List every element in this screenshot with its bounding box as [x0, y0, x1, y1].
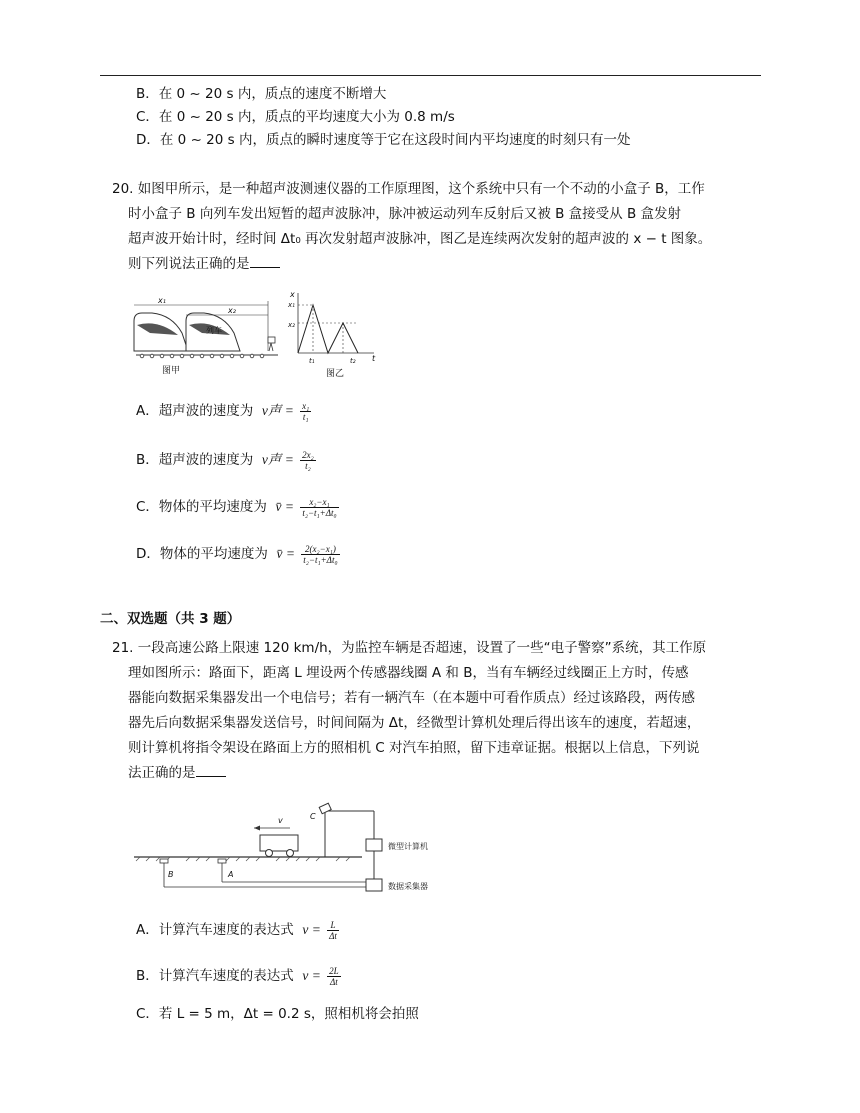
axis-t-label: t	[372, 354, 376, 363]
q20-figure	[128, 285, 378, 380]
q20-option-d[interactable]: D．物体的平均速度为 v̄ = $\frac{\text{2(x₂−x₁)}}{\text{t₂−t₁+Δt₀}}$	[136, 543, 338, 565]
q21-stem-line5: 则计算机将指令架设在路面上方的照相机 C 对汽车拍照，留下违章证据。根据以上信息，下列说	[128, 740, 700, 756]
answer-blank[interactable]	[250, 255, 280, 268]
q21-option-c[interactable]: C．若 L = 5 m，Δt = 0.2 s，照相机将会拍照	[136, 1006, 419, 1022]
q21-stem-line4: 器先后向数据采集器发送信号，时间间隔为 Δt，经微型计算机处理后得出该车的速度，若超速，	[128, 715, 701, 731]
q21-option-b[interactable]: B．计算汽车速度的表达式 v = $\frac{2L}{\Delta t}$	[136, 965, 339, 987]
q20-option-a[interactable]: A．超声波的速度为 v声 = $\frac{\text{x₁}}{\text{t₁}}$	[136, 400, 310, 422]
q20-stem-line2: 时小盒子 B 向列车发出短暂的超声波脉冲，脉冲被运动列车反射后又被 B 盒接受从 B 盒发射	[128, 206, 682, 222]
q20-stem-line1: 20. 如图甲所示，是一种超声波测速仪器的工作原理图，这个系统中只有一个不动的小盒子 B，工作	[112, 181, 705, 197]
q20-option-c[interactable]: C．物体的平均速度为 v̄ = $\frac{\text{x₂−x₁}}{\text{t₂−t₁+Δt₀}}$	[136, 496, 337, 518]
q21-stem-line6: 法正确的是	[128, 761, 226, 781]
q19-option-b[interactable]: B．在 0 ~ 20 s 内，质点的速度不断增大	[136, 86, 387, 102]
q19-option-c[interactable]: C．在 0 ~ 20 s 内，质点的平均速度大小为 0.8 m/s	[136, 109, 455, 125]
sensor-b-label: B	[168, 870, 174, 879]
computer-label: 微型计算机	[388, 842, 428, 851]
q20-option-b[interactable]: B．超声波的速度为 v声 = $\frac{\text{2x₂}}{\text{t₂}}$	[136, 449, 314, 471]
q21-option-a[interactable]: A．计算汽车速度的表达式 v = $\frac{L}{\Delta t}$	[136, 919, 337, 941]
tick-t2: t₂	[350, 357, 356, 365]
q21-stem-line1: 21. 一段高速公路上限速 120 km/h，为监控车辆是否超速，设置了一些“电子警察”系统，其工作原	[112, 640, 707, 656]
x1-label: x₁	[158, 296, 166, 305]
q20-figure-b	[287, 290, 376, 379]
answer-blank[interactable]	[196, 764, 226, 777]
fig-a-caption: 图甲	[162, 366, 181, 376]
section-heading: 二、双选题（共 3 题）	[100, 611, 241, 627]
camera-label: C	[310, 812, 316, 821]
q21-stem-line2: 理如图所示：路面下，距离 L 埋设两个传感器线圈 A 和 B，当有车辆经过线圈正上方时，传感	[128, 665, 689, 681]
q20-figure-a	[134, 296, 278, 376]
q21-stem-line3: 器能向数据采集器发出一个电信号；若有一辆汽车（在本题中可看作质点）经过该路段，两传感	[128, 690, 695, 706]
q19-option-d[interactable]: D．在 0 ~ 20 s 内，质点的瞬时速度等于它在这段时间内平均速度的时刻只有一处	[136, 132, 631, 148]
fig-b-caption: 图乙	[326, 369, 345, 379]
q20-stem-line4: 则下列说法正确的是	[128, 252, 280, 272]
sensor-a-label: A	[228, 870, 234, 879]
velocity-label: v	[278, 816, 283, 825]
train-label: 列车	[206, 326, 222, 335]
collector-label: 数据采集器	[388, 882, 428, 891]
tick-t1: t₁	[309, 357, 315, 365]
q21-figure	[130, 795, 450, 895]
tick-x1: x₁	[288, 301, 295, 309]
tick-x2: x₂	[288, 321, 295, 329]
header-rule	[100, 75, 761, 76]
axis-x-label: x	[290, 290, 295, 299]
q20-stem-line3: 超声波开始计时，经时间 Δt₀ 再次发射超声波脉冲，图乙是连续两次发射的超声波的 x − t 图象。	[128, 231, 712, 247]
x2-label: x₂	[228, 306, 236, 315]
